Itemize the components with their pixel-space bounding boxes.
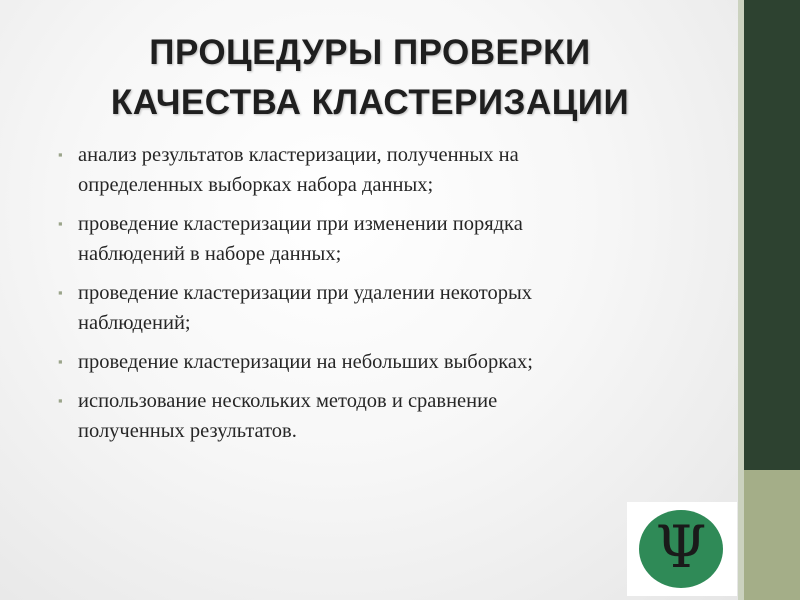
bullet-list bbox=[58, 140, 698, 455]
logo-container bbox=[627, 502, 737, 596]
title-line: ПРОЦЕДУРЫ ПРОВЕРКИ bbox=[149, 33, 591, 72]
bullet-text-line: наблюдений; bbox=[78, 312, 191, 334]
bullet-icon: ▪ bbox=[58, 147, 63, 162]
bullet-text-line: анализ результатов кластеризации, полученных на bbox=[78, 144, 519, 166]
bullet-item bbox=[58, 347, 698, 377]
title-line: КАЧЕСТВА КЛАСТЕРИЗАЦИИ bbox=[110, 83, 630, 122]
bullet-text-line: проведение кластеризации на небольших выборках; bbox=[78, 351, 533, 373]
bullet-item bbox=[58, 140, 698, 200]
slide-title bbox=[40, 28, 700, 128]
psi-logo-icon: Ψ bbox=[655, 513, 707, 581]
bullet-icon: ▪ bbox=[58, 285, 63, 300]
bullet-text-line: полученных результатов. bbox=[78, 420, 297, 442]
bullet-icon: ▪ bbox=[58, 393, 63, 408]
logo-oval bbox=[639, 510, 723, 588]
bullet-icon: ▪ bbox=[58, 354, 63, 369]
bullet-item bbox=[58, 386, 698, 446]
bullet-item bbox=[58, 278, 698, 338]
bullet-text-line: проведение кластеризации при изменении порядка bbox=[78, 213, 523, 235]
bullet-item bbox=[58, 209, 698, 269]
bullet-text-line: определенных выборках набора данных; bbox=[78, 174, 434, 196]
sidebar-accent-block bbox=[744, 470, 800, 600]
bullet-text-line: использование нескольких методов и сравнение bbox=[78, 390, 498, 412]
bullet-text-line: наблюдений в наборе данных; bbox=[78, 243, 342, 265]
bullet-text-line: проведение кластеризации при удалении некоторых bbox=[78, 282, 532, 304]
bullet-icon: ▪ bbox=[58, 216, 63, 231]
